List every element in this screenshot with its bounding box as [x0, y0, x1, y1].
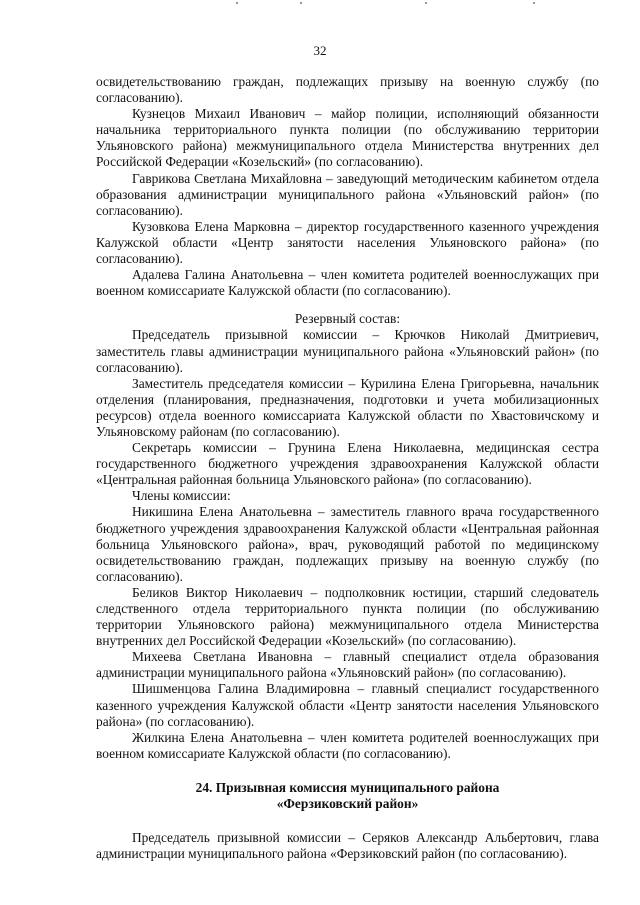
document-body: [96, 74, 599, 862]
paragraph: Никишина Елена Анатольевна – заместитель главного врача государственного бюджетного учреждения здравоохранения Калужской области «Центральная районная больница Ульяновского района», врач, руководящий работой по медицинскому освидетельствованию граждан, подлежащих призыву на военную службу (по согласованию).: [96, 504, 599, 584]
reserve-composition-title: Резервный состав:: [294, 311, 401, 327]
paragraph: Члены комиссии:: [132, 488, 231, 504]
paragraph: Шишменцова Галина Владимировна – главный специалист государственного казенного учреждения Калужской области «Центр занятости населения Ульяновского района» (по согласованию).: [96, 681, 599, 729]
reserve-composition-block: [96, 327, 599, 762]
paragraph: Михеева Светлана Ивановна – главный специалист отдела образования администрации муниципального района «Ульяновский район» (по согласованию).: [96, 649, 599, 681]
scan-artifacts: [0, 2, 640, 8]
paragraph: Председатель призывной комиссии – Серяков Александр Альбертович, глава администрации муниципального района «Ферзиковский район (по согласованию).: [96, 830, 599, 862]
paragraph: Беликов Виктор Николаевич – подполковник юстиции, старший следователь следственного отдела территориального пункта полиции (по обслуживанию территории Ульяновского района) межмуниципального отдела Министерства внутренних дел Российской Федерации «Козельский» (по согласованию).: [96, 584, 599, 649]
section-heading-subtitle: «Ферзиковский район»: [276, 796, 419, 812]
paragraph: Председатель призывной комиссии – Крючков Николай Дмитриевич, заместитель главы администрации муниципального района «Ульяновский район» (по согласованию).: [96, 327, 599, 375]
paragraph: Кузнецов Михаил Иванович – майор полиции, исполняющий обязанности начальника территориального пункта полиции (по обслуживанию территории Ульяновского района) межмуниципального отдела Министерства внутренних дел Российской Федерации «Козельский» (по согласованию).: [96, 106, 599, 170]
section-heading: 24. Призывная комиссия муниципального района: [195, 779, 500, 795]
section-24-block: [96, 830, 599, 862]
paragraph: Секретарь комиссии – Грунина Елена Николаевна, медицинская сестра государственного бюджетного учреждения здравоохранения Калужской области «Центральная районная больница Ульяновского района» (по согласованию).: [96, 440, 599, 488]
paragraph: Заместитель председателя комиссии – Курилина Елена Григорьевна, начальник отделения (планирования, предназначения, подготовки и учета мобилизационных ресурсов) отдела военного комиссариата Калужской области по Хвастовичскому и Ульяновскому районам (по согласованию).: [96, 375, 599, 439]
main-composition-block: [96, 74, 599, 299]
paragraph: Кузовкова Елена Марковна – директор государственного казенного учреждения Калужской области «Центр занятости населения Ульяновского района» (по согласованию).: [96, 218, 599, 267]
paragraph: Жилкина Елена Анатольевна – член комитета родителей военнослужащих при военном комиссариате Калужской области (по согласованию).: [96, 729, 599, 761]
page-number: 32: [313, 43, 327, 58]
paragraph: освидетельствованию граждан, подлежащих призыву на военную службу (по согласованию).: [96, 74, 599, 106]
paragraph: Гаврикова Светлана Михайловна – заведующий методическим кабинетом отдела образования администрации муниципального района «Ульяновский район» (по согласованию).: [96, 170, 599, 218]
paragraph: Адалева Галина Анатольевна – член комитета родителей военнослужащих при военном комиссариате Калужской области (по согласованию).: [96, 267, 599, 299]
